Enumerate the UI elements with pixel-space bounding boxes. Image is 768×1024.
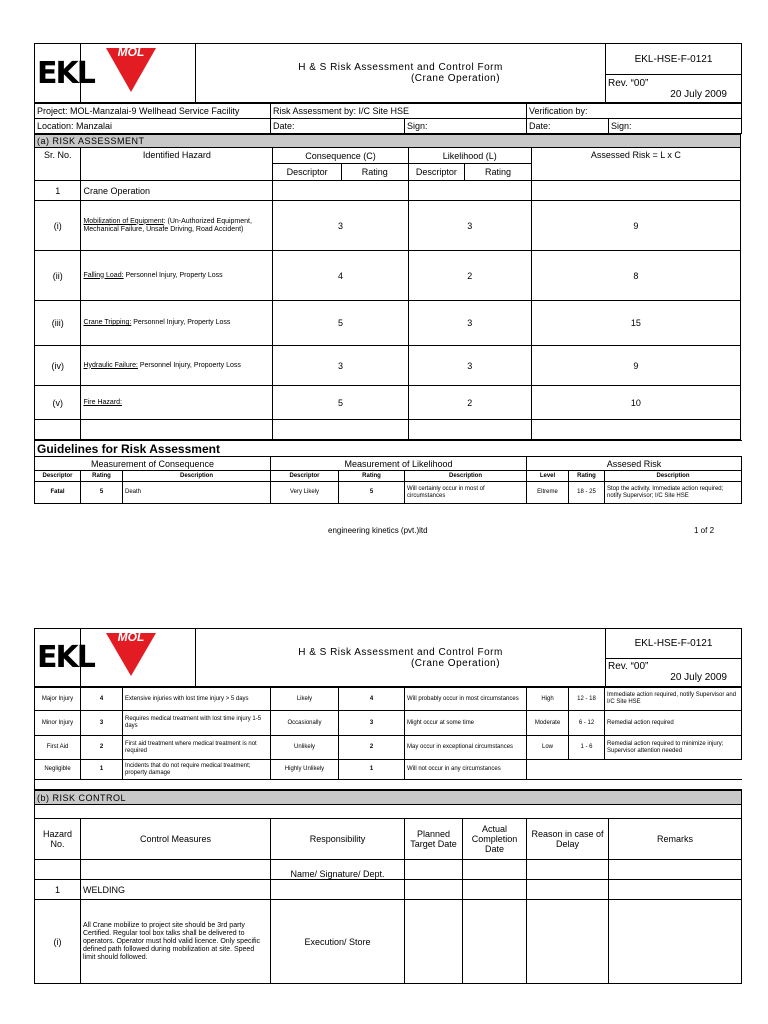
- empty-row: [35, 420, 741, 440]
- section-a-title: (a) RISK ASSESSMENT: [35, 135, 741, 148]
- guidelines-table: Guidelines for Risk Assessment Measurement of Consequence Measurement of Likelihood Assesed Risk Descriptor Rating Description Descriptor Rating Description Level Rating Description Fatal 5 Death Very Likely 5 Will certainly occur in most of circumstances Eltreme 18 - 25 Stop the activity. Immediate action required; notify Supervisor; I/C Site HSE: [34, 440, 742, 504]
- project-field: Project: MOL-Manzalai-9 Wellhead Service Facility: [35, 104, 271, 119]
- date-field: Date:: [271, 119, 405, 134]
- consequence-descriptor-header: Descriptor: [273, 164, 342, 181]
- footer-page-number: 1 of 2: [694, 526, 715, 535]
- category-row: 1 WELDING: [35, 880, 742, 900]
- table-row: (ii) Falling Load: Personnel Injury, Property Loss 4 2 8: [35, 251, 741, 301]
- verify-sign-field: Sign:: [609, 119, 742, 134]
- table-row: (iv) Hydraulic Failure: Personnel Injury, Propoerty Loss 3 3 9: [35, 346, 741, 386]
- likelihood-descriptor-header: Descriptor: [408, 164, 465, 181]
- table-row: Minor Injury 3 Requires medical treatment with lost time injury 1-5 days Occasionally 3 Might occur at some time Moderate 6 - 12 Remedial action required: [35, 711, 742, 736]
- form-header: [34, 43, 742, 103]
- risk-control-table: [34, 790, 742, 984]
- consequence-rating-header: Rating: [341, 164, 408, 181]
- assessed-risk-measure-header: Assesed Risk: [527, 457, 742, 471]
- verify-date-field: Date:: [527, 119, 609, 134]
- location-field: Location: Manzalai: [35, 119, 271, 134]
- table-row: (i) Mobilization of Equipment: (Un-Authorized Equipment, Mechanical Failure, Unsafe Driving, Road Accident) 3 3 9: [35, 201, 741, 251]
- guidelines-title: Guidelines for Risk Assessment: [35, 441, 742, 457]
- assessed-risk-header: Assessed Risk = L x C: [531, 148, 740, 181]
- form-title: H & S Risk Assessment and Control Form (Crane Operation): [196, 629, 606, 687]
- mol-logo: [81, 629, 196, 687]
- table-row: (v) Fire Hazard: 5 2 10: [35, 386, 741, 420]
- sr-no-header: Sr. No.: [35, 148, 81, 181]
- table-row: Major Injury 4 Extensive injuries with lost time injury > 5 days Likely 4 Will probably occur in most circumstances High 12 - 18 Immediate action required, notify Supervisor and I/C Site HSE: [35, 688, 742, 711]
- table-row: (iii) Crane Tripping: Personnel Injury, Property Loss 5 3 15: [35, 301, 741, 346]
- actual-date-header: Actual Completion Date: [463, 819, 527, 860]
- page-1: [34, 43, 741, 504]
- likelihood-header: Likelihood (L): [408, 148, 531, 164]
- svg-text:MOL: MOL: [117, 45, 145, 59]
- risk-assessor-field: Risk Assessment by: I/C Site HSE: [271, 104, 527, 119]
- delay-reason-header: Reason in case of Delay: [527, 819, 609, 860]
- category-row: 1 Crane Operation: [35, 181, 741, 201]
- footer-company: engineering kinetics (pvt.)ltd: [328, 526, 428, 535]
- form-number: EKL-HSE-F-0121: [606, 629, 742, 659]
- section-b-title: (b) RISK CONTROL: [35, 791, 742, 805]
- sign-field: Sign:: [405, 119, 527, 134]
- likelihood-measure-header: Measurement of Likelihood: [271, 457, 527, 471]
- responsibility-header: Responsibility: [271, 819, 405, 860]
- risk-assessment-table: [34, 134, 741, 440]
- mol-logo: [81, 44, 196, 103]
- ekl-logo: EKL: [35, 629, 81, 687]
- guidelines-table-continued: [34, 687, 742, 790]
- table-row: (i) All Crane mobilize to project site should be 3rd party Certified. Regular tool box talks shall be delivered to operators. Operator must hold valid licence. Only specific defined path followed during mobilization at site. Speed limit should followed. Execution/ Store: [35, 900, 742, 984]
- revision: Rev. “00” 20 July 2009: [606, 658, 742, 686]
- svg-text:MOL: MOL: [117, 630, 145, 644]
- verification-field: Verification by:: [527, 104, 742, 119]
- responsibility-subheader: Name/ Signature/ Dept.: [271, 860, 405, 880]
- ekl-logo: EKL: [35, 44, 81, 103]
- table-row: Fatal 5 Death Very Likely 5 Will certainly occur in most of circumstances Eltreme 18 - 25 Stop the activity. Immediate action required; notify Supervisor; I/C Site HSE: [35, 482, 742, 504]
- page-2: [34, 628, 741, 984]
- planned-date-header: Planned Target Date: [405, 819, 463, 860]
- hazard-no-header: Hazard No.: [35, 819, 81, 860]
- table-row: First Aid 2 First aid treatment where medical treatment is not required Unlikely 2 May occur in exceptional circumstances Low 1 - 6 Remedial action required to minimize injury; Supervisor attention needed: [35, 736, 742, 760]
- likelihood-rating-header: Rating: [465, 164, 532, 181]
- table-row: Negligible 1 Incidents that do not require medical treatment; property damage Highly Unlikely 1 Will not occur in any circumstances: [35, 760, 742, 780]
- form-header-2: [34, 628, 742, 687]
- control-measures-header: Control Measures: [81, 819, 271, 860]
- consequence-measure-header: Measurement of Consequence: [35, 457, 271, 471]
- consequence-header: Consequence (C): [273, 148, 408, 164]
- form-number: EKL-HSE-F-0121: [606, 44, 742, 75]
- remarks-header: Remarks: [609, 819, 742, 860]
- hazard-header: Identified Hazard: [81, 148, 273, 181]
- project-info: [34, 103, 742, 134]
- revision: Rev. “00” 20 July 2009: [606, 75, 742, 103]
- form-title: H & S Risk Assessment and Control Form (Crane Operation): [196, 44, 606, 103]
